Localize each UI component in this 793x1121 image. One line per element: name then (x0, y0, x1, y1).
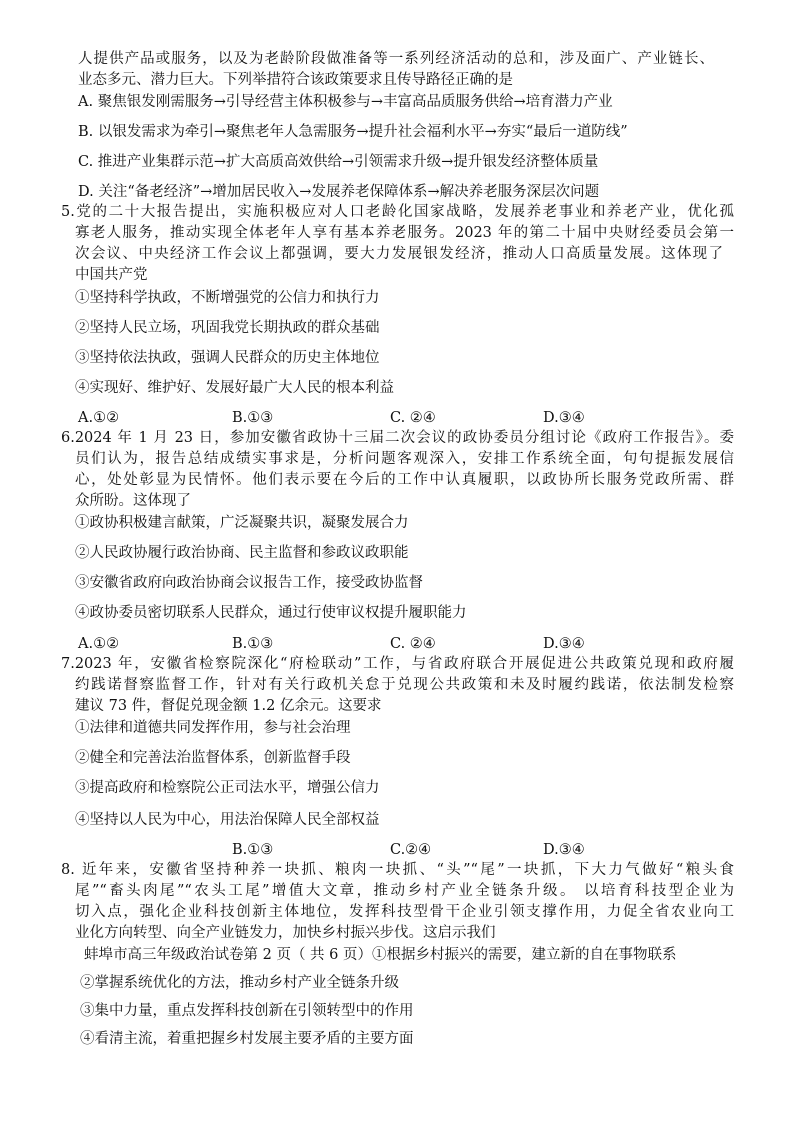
q4-option-c[interactable]: C. 推进产业集群示范→扩大高质高效供给→引领需求升级→提升银发经济整体质量 (78, 154, 599, 170)
q7-item: ④坚持以人民为中心，用法治保障人民全部权益 (75, 812, 380, 828)
q6-item: ③安徽省政府向政治协商会议报告工作，接受政协监督 (75, 575, 423, 591)
q7-choice-c[interactable]: C.②④ (390, 842, 432, 858)
q6-stem-line: 员们认为，报告总结成绩实事求是，分析问题客观深入，安排工作系统全面，句句提振发展信 (75, 451, 734, 467)
q7-choice-b[interactable]: B.①③ (232, 842, 274, 858)
q7-item: ②健全和完善法治监督体系，创新监督手段 (75, 750, 351, 766)
q5-item: ①坚持科学执政，不断增强党的公信力和执行力 (75, 290, 380, 306)
q5-stem-line: 中国共产党 (75, 267, 148, 283)
q6-item: ①政协积极建言献策，广泛凝聚共识，凝聚发展合力 (75, 515, 409, 531)
q5-item: ②坚持人民立场，巩固我党长期执政的群众基础 (75, 320, 380, 336)
q4-option-b[interactable]: B. 以银发需求为牵引→聚焦老年人急需服务→提升社会福利水平→夯实“最后一道防线” (78, 124, 628, 140)
q7-stem-line: 7.2023 年，安徽省检察院深化“府检联动”工作，与省政府联合开展促进公共政策兑现和政府履 (61, 656, 734, 672)
q8-stem-line: 业化方向转型、向全产业链发力，加快乡村振兴步伐。这启示我们 (75, 925, 496, 941)
q6-choice-b[interactable]: B.①③ (232, 636, 274, 652)
q7-choice-d[interactable]: D.③④ (543, 842, 585, 858)
q6-stem-line: 6.2024 年 1 月 23 日，参加安徽省政协十三届二次会议的政协委员分组讨论《政府工作报告》。委 (61, 430, 734, 446)
q6-item: ④政协委员密切联系人民群众，通过行使审议权提升履职能力 (75, 605, 467, 621)
q6-choice-a[interactable]: A.①② (78, 636, 120, 652)
q6-stem-line: 心，处处彰显为民情怀。他们表示要在今后的工作中认真履职，以政协所长服务党政所需、群 (75, 472, 734, 488)
q5-choice-b[interactable]: B.①③ (232, 410, 274, 426)
q4-option-d[interactable]: D. 关注“备老经济”→增加居民收入→发展养老保障体系→解决养老服务深层次问题 (78, 184, 600, 200)
q7-item: ③提高政府和检察院公正司法水平，增强公信力 (75, 780, 380, 796)
q5-item: ④实现好、维护好、发展好最广大人民的根本利益 (75, 380, 394, 396)
q5-choice-a[interactable]: A.①② (78, 410, 120, 426)
q5-stem-line: 次会议、中央经济工作会议上都强调，要大力发展银发经济，推动人口高质量发展。这体现了 (75, 246, 723, 262)
q7-item: ①法律和道德共同发挥作用，参与社会治理 (75, 720, 351, 736)
q8-item: ③集中力量，重点发挥科技创新在引领转型中的作用 (80, 1003, 414, 1019)
q5-choice-c[interactable]: C. ②④ (390, 410, 436, 426)
page-footer-merged: 蚌埠市高三年级政治试卷第 2 页（ 共 6 页）①根据乡村振兴的需要，建立新的自在事物联系 (84, 947, 677, 963)
q7-stem-line: 建议 73 件，督促兑现金额 1.2 亿余元。这要求 (75, 698, 382, 714)
q4-stem-line: 人提供产品或服务，以及为老龄阶段做准备等一系列经济活动的总和，涉及面广、产业链长、 (78, 51, 714, 67)
q6-item: ②人民政协履行政治协商、民主监督和参政议政职能 (75, 545, 409, 561)
q4-option-a[interactable]: A. 聚焦银发刚需服务→引导经营主体积极参与→丰富高品质服务供给→培育潜力产业 (78, 94, 613, 110)
q6-choice-d[interactable]: D.③④ (543, 636, 585, 652)
q8-stem-line: 8. 近年来，安徽省坚持种养一块抓、粮肉一块抓、“头”“尾”一块抓，下大力气做好“粮头食 (61, 862, 734, 878)
q5-stem-line: 寡老人服务，推动实现全体老年人享有基本养老服务。2023 年的第二十届中央财经委员会第一 (75, 225, 734, 241)
q5-stem-line: 5.党的二十大报告提出，实施积极应对人口老龄化国家战略，发展养老事业和养老产业，优化孤 (61, 204, 734, 220)
q4-stem-line: 业态多元、潜力巨大。下列举措符合该政策要求且传导路径正确的是 (78, 72, 513, 88)
q8-item: ②掌握系统优化的方法，推动乡村产业全链条升级 (80, 975, 399, 991)
q5-item: ③坚持依法执政，强调人民群众的历史主体地位 (75, 350, 380, 366)
q8-stem-line: 切入点，强化企业科技创新主体地位，发挥科技型骨干企业引领支撑作用，力促全省农业向工 (75, 904, 734, 920)
q7-stem-line: 约践诺督察监督工作，针对有关行政机关怠于兑现公共政策和未及时履约践诺，依法制发检察 (75, 677, 734, 693)
q8-stem-line: 尾”“畜头肉尾”“农头工尾”增值大文章，推动乡村产业全链条升级。 以培育科技型企业为 (75, 883, 734, 899)
q6-stem-line: 众所盼。这体现了 (75, 493, 191, 509)
q6-choice-c[interactable]: C. ②④ (390, 636, 436, 652)
q5-choice-d[interactable]: D.③④ (543, 410, 585, 426)
q8-item: ④看清主流，着重把握乡村发展主要矛盾的主要方面 (80, 1031, 414, 1047)
